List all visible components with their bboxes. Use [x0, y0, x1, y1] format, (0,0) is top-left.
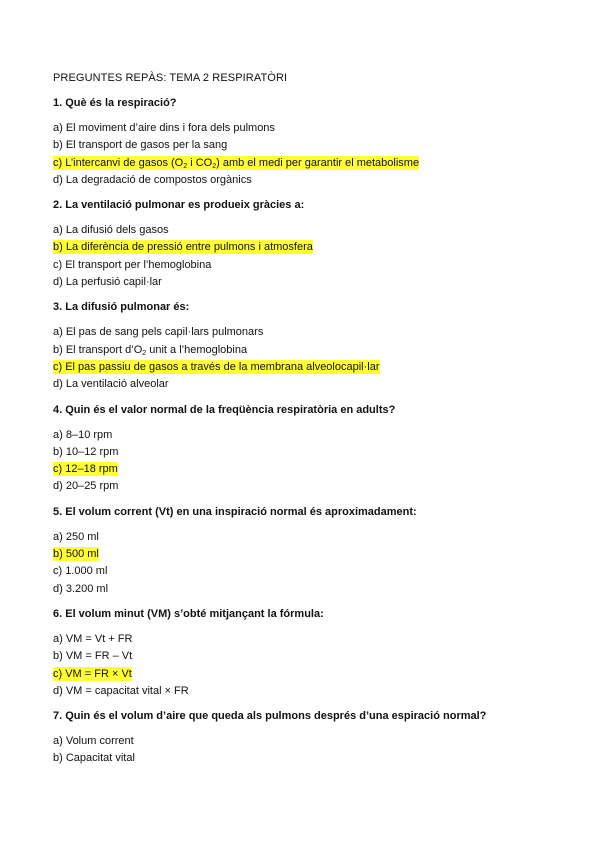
answer-option-text: d) VM = capacitat vital × FR — [53, 684, 189, 697]
answer-option-text — [53, 343, 247, 357]
answer-options — [53, 427, 553, 496]
answer-option-text: b) VM = FR – Vt — [53, 650, 133, 663]
answer-option — [53, 222, 553, 239]
answer-option — [53, 478, 553, 495]
answer-option-text: a) Volum corrent — [53, 735, 134, 748]
answer-options — [53, 324, 553, 393]
question-spacer — [53, 700, 553, 709]
question-list — [53, 96, 553, 768]
question-1 — [53, 96, 553, 198]
answer-option — [53, 257, 553, 274]
answer-option-text: a) 250 ml — [53, 530, 99, 543]
text-run: ) amb el medi per garantir el metabolisme — [216, 156, 420, 169]
question-heading: 1. Què és la respiració? — [53, 97, 177, 109]
question-3 — [53, 300, 553, 402]
answer-option-text: a) La difusió dels gasos — [53, 224, 169, 237]
question-heading: 4. Quin és el valor normal de la freqüència respiratòria en adults? — [53, 403, 396, 416]
answer-option — [53, 529, 553, 546]
answer-option-text: c) El transport per l’hemoglobina — [53, 258, 212, 271]
answer-option-text: a) El pas de sang pels capil·lars pulmonars — [53, 326, 264, 339]
answer-option-text: d) 20–25 rpm — [53, 480, 119, 493]
answer-option — [53, 342, 553, 359]
answer-option — [53, 648, 553, 665]
answer-option-text: a) VM = Vt + FR — [53, 632, 133, 645]
answer-option — [53, 324, 553, 341]
answer-option-text: c) 1.000 ml — [53, 565, 108, 578]
answer-option — [53, 581, 553, 598]
text-run: b) El transport d’O — [53, 343, 143, 356]
answer-option-highlighted — [53, 359, 553, 376]
question-spacer — [53, 394, 553, 403]
question-heading: 6. El volum minut (VM) s’obté mitjançant la fórmula: — [53, 607, 324, 620]
question-heading: 5. El volum corrent (Vt) en una inspiració normal és aproximadament: — [53, 505, 417, 518]
document-title: PREGUNTES REPÀS: TEMA 2 RESPIRATÒRI — [53, 72, 288, 84]
question-5 — [53, 505, 553, 607]
question-4 — [53, 403, 553, 505]
answer-option-text: c) VM = FR × Vt — [53, 667, 132, 680]
answer-option-text: d) La degradació de compostos orgànics — [53, 173, 252, 186]
question-heading: 3. La difusió pulmonar és: — [53, 301, 190, 314]
answer-option-highlighted — [53, 461, 553, 478]
answer-option — [53, 427, 553, 444]
answer-option — [53, 750, 553, 767]
answer-option-text: b) El transport de gasos per la sang — [53, 139, 228, 152]
answer-option-text: a) El moviment d’aire dins i fora dels pulmons — [53, 122, 275, 134]
document-page — [53, 71, 553, 768]
question-6 — [53, 607, 553, 709]
subscript: 2 — [142, 349, 147, 357]
answer-option — [53, 274, 553, 291]
question-heading: 2. La ventilació pulmonar es produeix gràcies a: — [53, 199, 305, 212]
answer-option — [53, 172, 553, 189]
question-2 — [53, 198, 553, 300]
answer-option — [53, 137, 553, 154]
answer-option — [53, 120, 553, 137]
question-spacer — [53, 291, 553, 300]
answer-option-text — [53, 156, 419, 170]
answer-option-text: c) 12–18 rpm — [53, 463, 118, 476]
answer-option-highlighted — [53, 546, 553, 563]
answer-option-text: b) La diferència de pressió entre pulmons i atmosfera — [53, 241, 313, 254]
answer-option-highlighted — [53, 666, 553, 683]
subscript: 2 — [183, 162, 188, 170]
answer-option — [53, 376, 553, 393]
answer-option-highlighted — [53, 155, 553, 172]
answer-option — [53, 733, 553, 750]
answer-option-text: a) 8–10 rpm — [53, 428, 113, 441]
answer-option-text: d) 3.200 ml — [53, 582, 109, 595]
subscript: 2 — [212, 162, 217, 170]
answer-option — [53, 444, 553, 461]
question-spacer — [53, 189, 553, 198]
answer-option-text: d) La perfusió capil·lar — [53, 276, 162, 289]
question-spacer — [53, 598, 553, 607]
answer-options — [53, 222, 553, 291]
answer-options — [53, 631, 553, 700]
question-spacer — [53, 496, 553, 505]
text-run: c) L’intercanvi de gasos (O — [53, 156, 184, 169]
answer-options — [53, 733, 553, 768]
answer-options — [53, 120, 553, 189]
answer-option-text: b) 10–12 rpm — [53, 445, 119, 458]
answer-option-highlighted — [53, 239, 553, 256]
answer-option — [53, 631, 553, 648]
answer-option — [53, 683, 553, 700]
question-7 — [53, 709, 553, 768]
question-heading: 7. Quin és el volum d’aire que queda als pulmons després d’una espiració normal? — [53, 710, 487, 723]
answer-option — [53, 563, 553, 580]
answer-option-text: d) La ventilació alveolar — [53, 378, 169, 391]
answer-option-text: c) El pas passiu de gasos a través de la membrana alveolocapil·lar — [53, 360, 380, 373]
answer-option-text: b) 500 ml — [53, 548, 99, 561]
text-run: i CO — [187, 156, 213, 169]
answer-option-text: b) Capacitat vital — [53, 752, 135, 765]
answer-options — [53, 529, 553, 598]
text-run: unit a l’hemoglobina — [146, 343, 248, 356]
